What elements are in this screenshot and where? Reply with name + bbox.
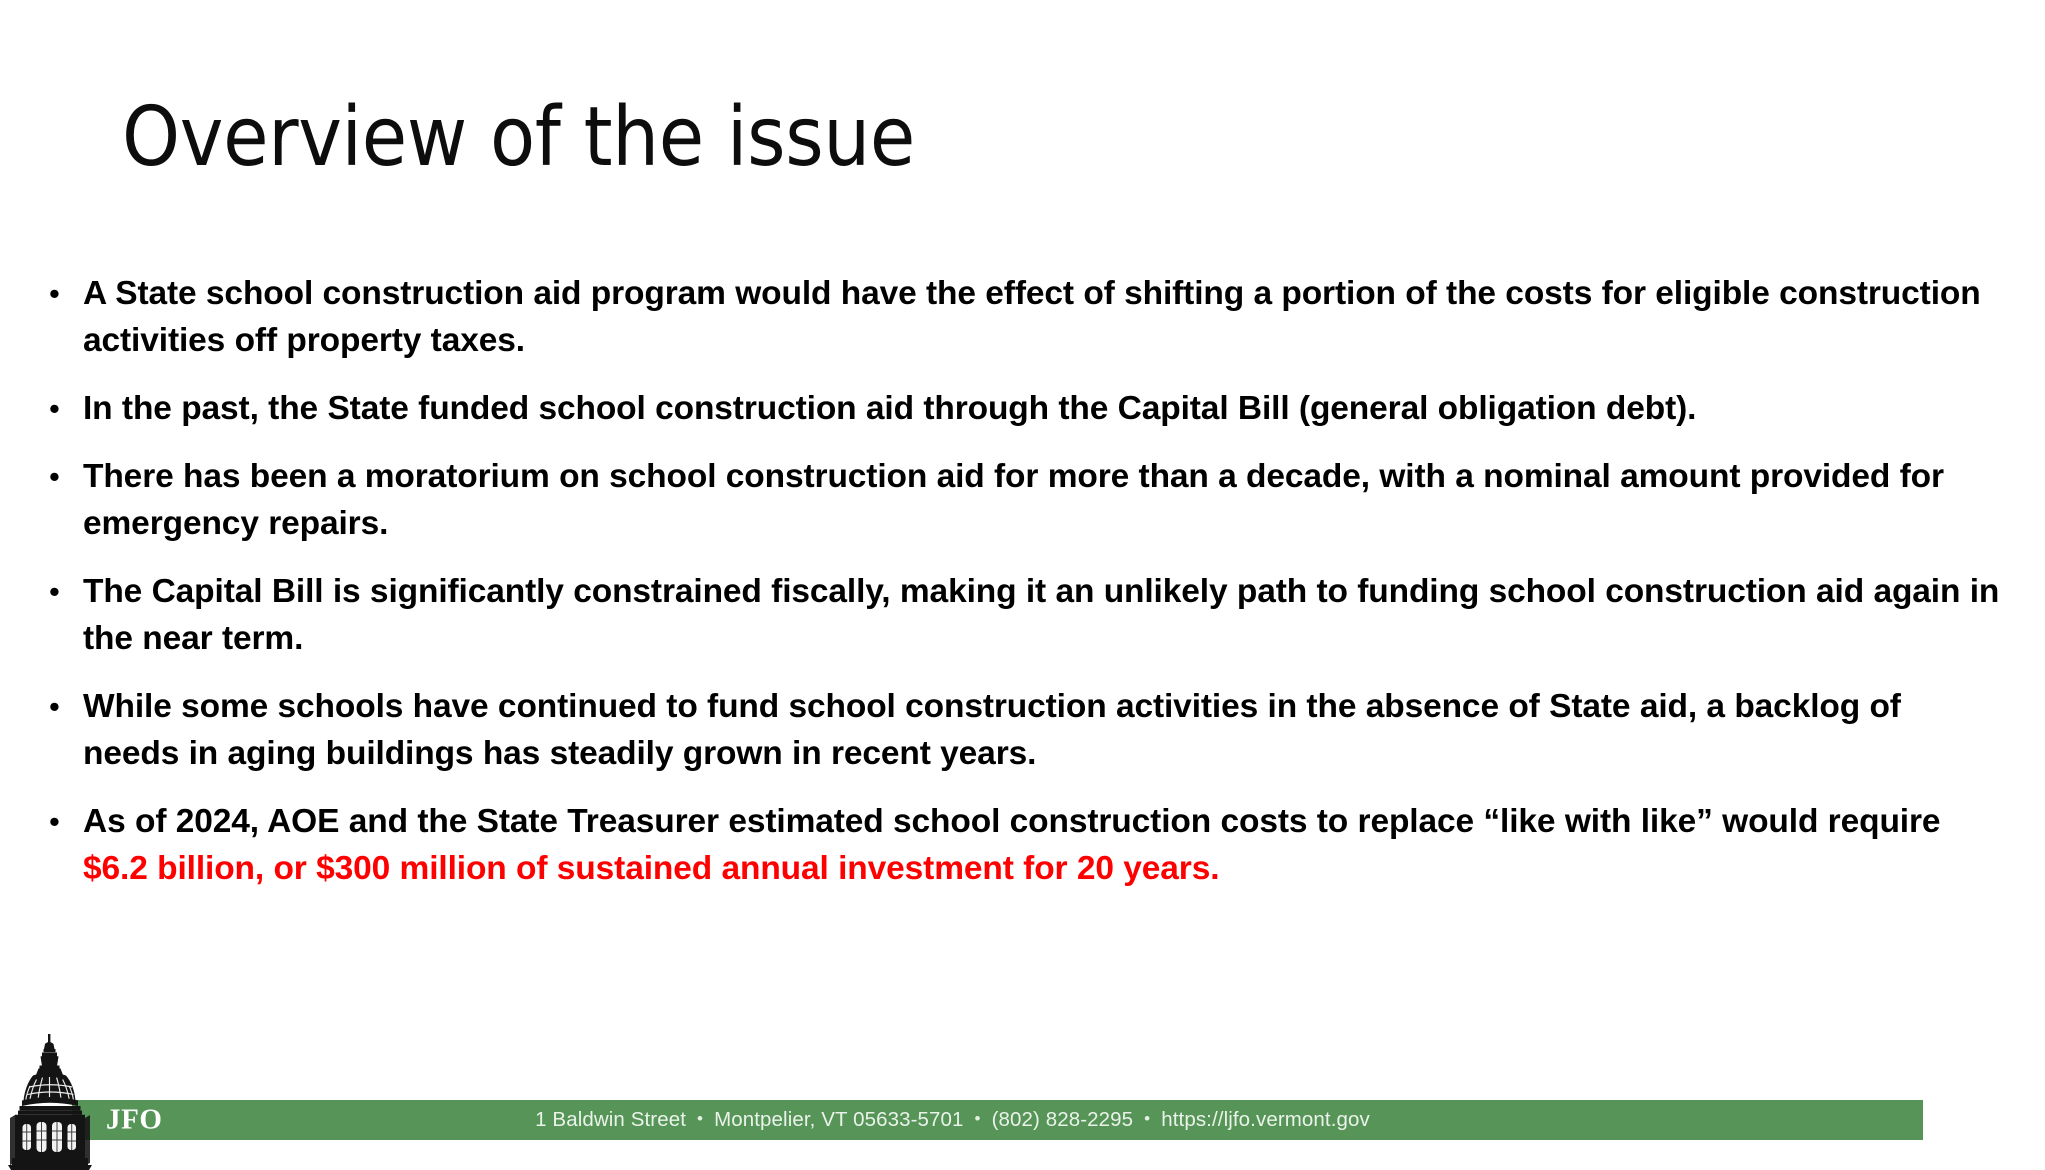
bullet-text: In the past, the State funded school construction aid through the Capital Bill (general obligation debt). <box>83 390 1697 427</box>
footer-separator-icon: • <box>1144 1109 1151 1128</box>
list-item <box>40 798 2005 892</box>
bullet-text: The Capital Bill is significantly constrained fiscally, making it an unlikely path to funding school construction aid again in the near term. <box>83 573 2000 657</box>
list-item <box>40 683 2005 777</box>
bullet-text-mixed <box>83 798 2005 892</box>
bullet-list <box>40 270 2005 892</box>
bullet-marker: • <box>49 459 60 494</box>
footer-contact-info <box>72 1108 1923 1132</box>
bullet-text-plain: As of 2024, AOE and the State Treasurer estimated school construction costs to replace “like with like” would require <box>83 803 1941 840</box>
bullet-text: A State school construction aid program would have the effect of shifting a portion of the costs for eligible construction activities off property taxes. <box>83 275 1981 359</box>
bullet-text: There has been a moratorium on school construction aid for more than a decade, with a nominal amount provided for emergency repairs. <box>83 458 1944 542</box>
footer-city-state-zip: Montpelier, VT 05633-5701 <box>714 1108 964 1131</box>
footer-separator-icon: • <box>974 1109 981 1128</box>
footer-website-link[interactable]: https://ljfo.vermont.gov <box>1161 1108 1370 1131</box>
bullet-marker: • <box>49 689 60 724</box>
footer-address: 1 Baldwin Street <box>535 1108 687 1131</box>
bullet-marker: • <box>49 391 60 426</box>
bullet-text: While some schools have continued to fund school construction activities in the absence of State aid, a backlog of needs in aging buildings has steadily grown in recent years. <box>83 688 1901 772</box>
vermont-state-house-dome-icon <box>2 1032 114 1170</box>
list-item <box>40 270 2005 364</box>
footer-phone: (802) 828-2295 <box>991 1108 1134 1131</box>
bullet-text-highlight: $6.2 billion, or $300 million of sustained annual investment for 20 years. <box>83 850 1220 887</box>
footer-separator-icon: • <box>697 1109 704 1128</box>
page-title: Overview of the issue <box>122 90 915 185</box>
list-item <box>40 385 2005 432</box>
list-item <box>40 453 2005 547</box>
list-item <box>40 568 2005 662</box>
bullet-marker: • <box>49 276 60 311</box>
bullet-marker: • <box>49 804 60 839</box>
footer-bar <box>72 1100 1923 1140</box>
bullet-marker: • <box>49 574 60 609</box>
footer-org-label: JFO <box>106 1103 163 1136</box>
